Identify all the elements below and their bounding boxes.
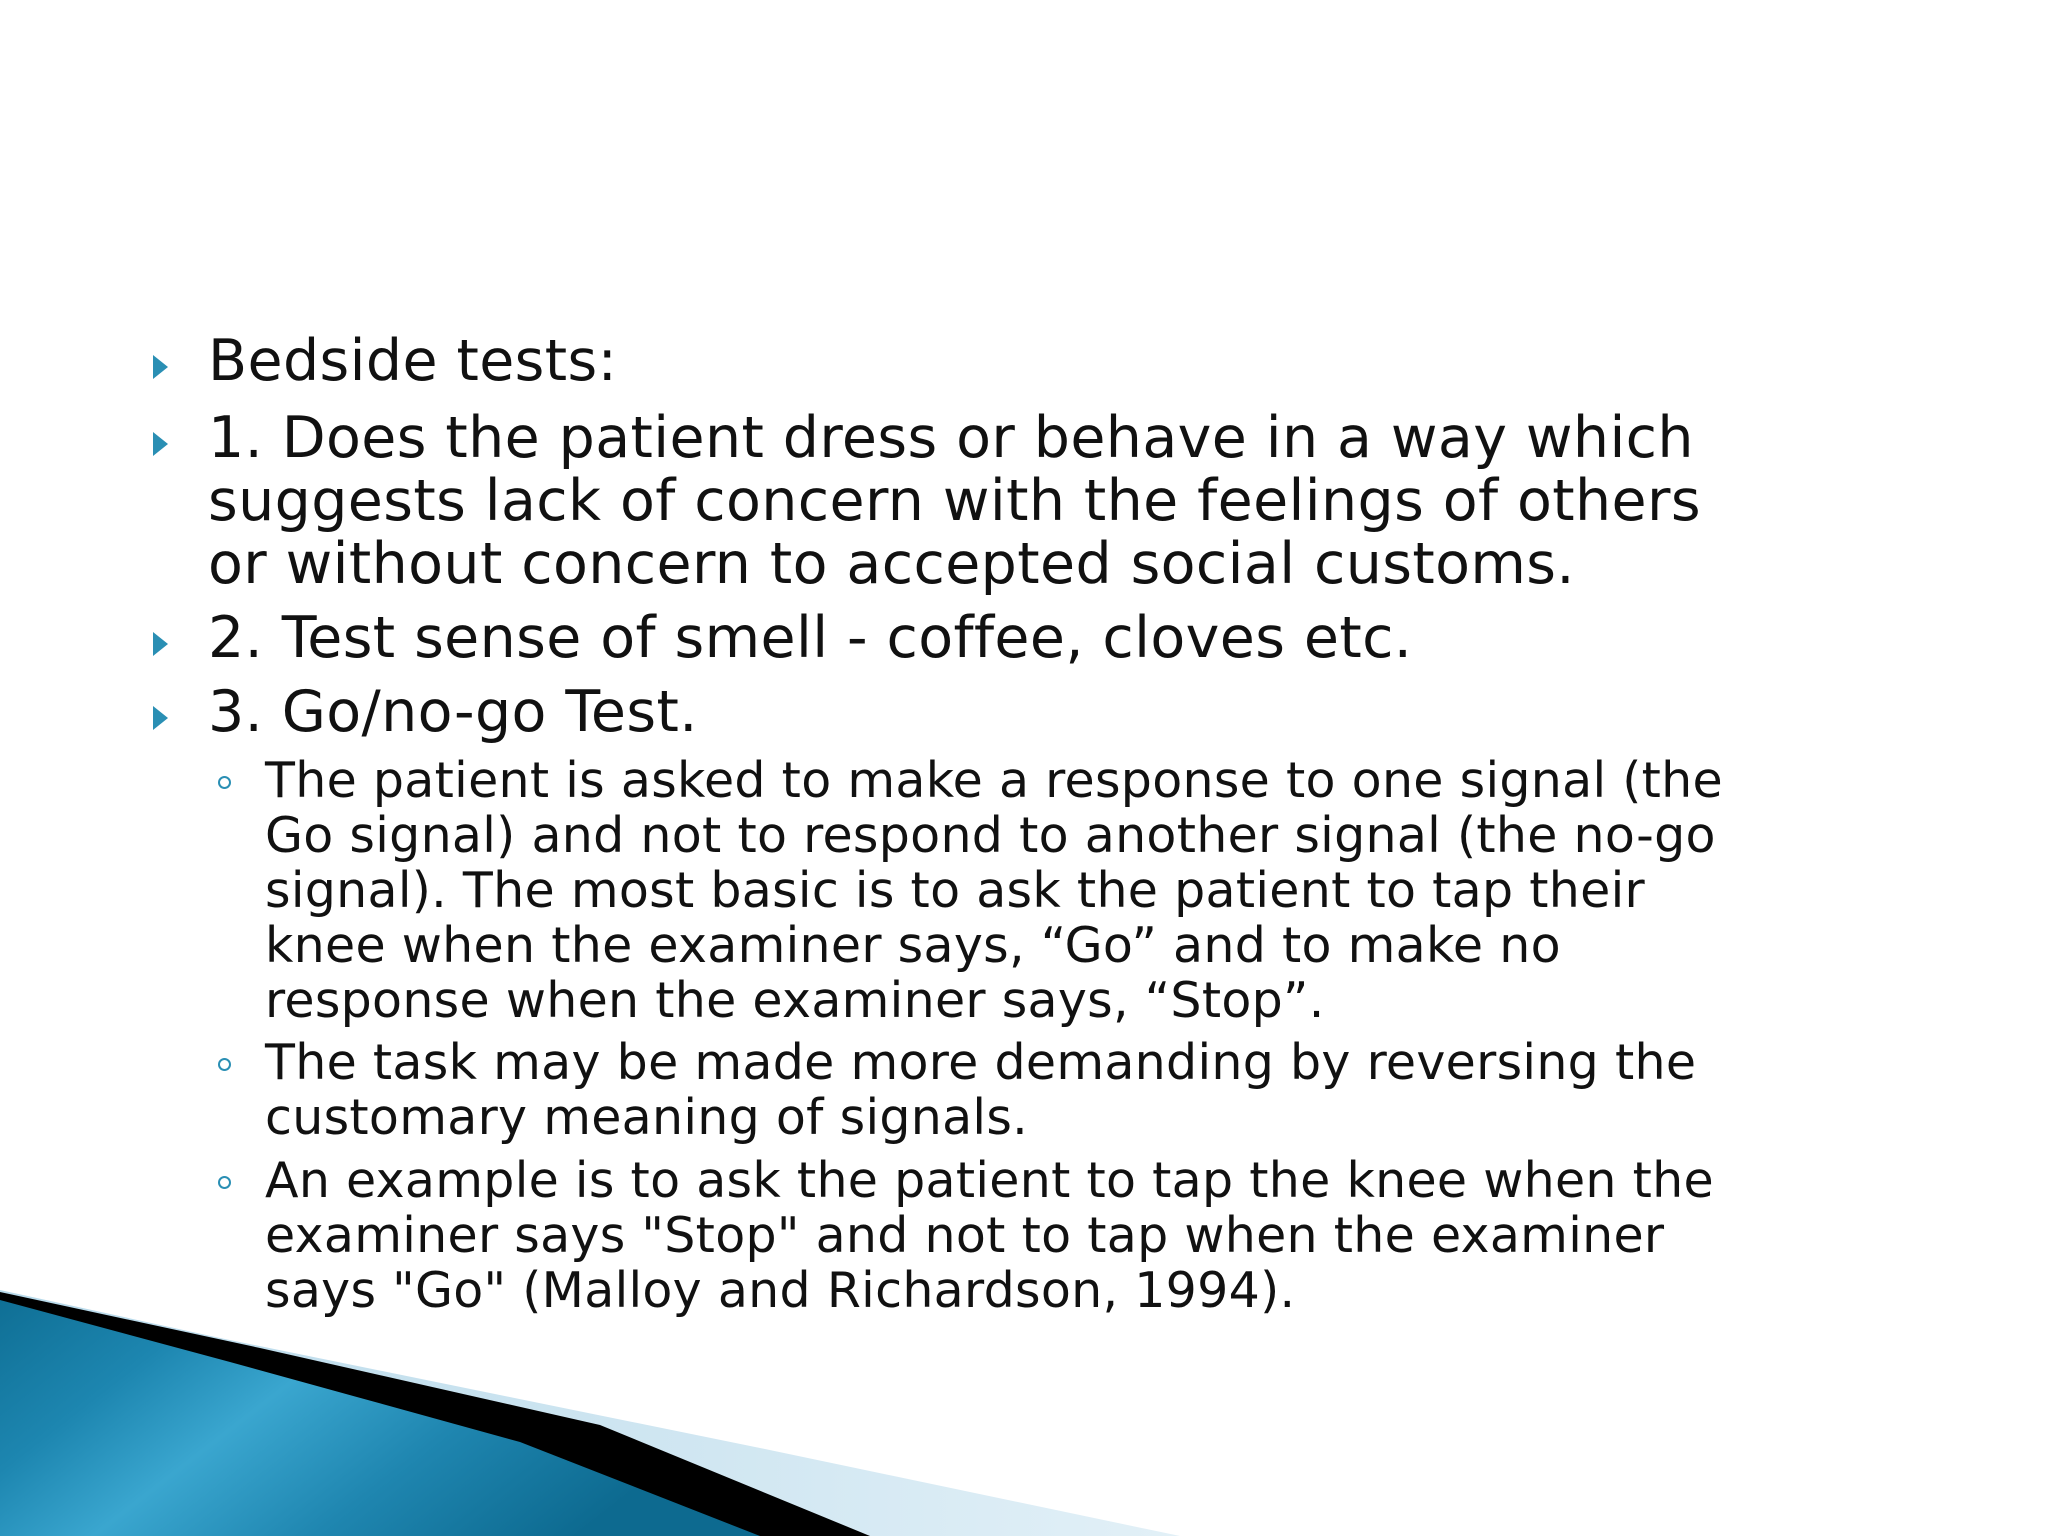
sub-bullet-text-line: says "Go" (Malloy and Richardson, 1994). xyxy=(265,1262,1296,1319)
bullet-go-no-go xyxy=(208,681,698,744)
bullet-smell-test xyxy=(208,607,1412,670)
sub-bullet-text-line: signal). The most basic is to ask the patient to tap their xyxy=(265,862,1645,919)
sub-bullet-text-line: customary meaning of signals. xyxy=(265,1089,1029,1146)
bullet-text-line: suggests lack of concern with the feelings of others xyxy=(208,468,1701,534)
triangle-arrow-icon xyxy=(153,632,168,656)
sub-bullet-text-line: examiner says "Stop" and not to tap when the examiner xyxy=(265,1207,1665,1264)
bullet-text: 3. Go/no-go Test. xyxy=(208,679,698,745)
sub-bullet-text-line: The patient is asked to make a response to one signal (the xyxy=(265,752,1723,809)
sub-bullet-text-line: An example is to ask the patient to tap the knee when the xyxy=(265,1152,1714,1209)
ring-bullet-icon xyxy=(218,1058,231,1071)
sub-bullet-example xyxy=(265,1153,1714,1318)
triangle-arrow-icon xyxy=(153,706,168,730)
bullet-dress-behave xyxy=(208,407,1701,596)
sub-bullet-text-line: response when the examiner says, “Stop”. xyxy=(265,972,1325,1029)
ring-bullet-icon xyxy=(218,1176,231,1189)
bullet-text: Bedside tests: xyxy=(208,328,618,394)
sub-bullet-go-no-go-description xyxy=(265,753,1723,1028)
bullet-text-line: or without concern to accepted social customs. xyxy=(208,531,1575,597)
bullet-text-line: 1. Does the patient dress or behave in a way which xyxy=(208,405,1694,471)
sub-bullet-reversing-signals xyxy=(265,1035,1696,1145)
triangle-arrow-icon xyxy=(153,355,168,379)
sub-bullet-text-line: knee when the examiner says, “Go” and to make no xyxy=(265,917,1561,974)
sub-bullet-text-line: The task may be made more demanding by reversing the xyxy=(265,1034,1697,1091)
bullet-text: 2. Test sense of smell - coffee, cloves etc. xyxy=(208,605,1413,671)
triangle-arrow-icon xyxy=(153,432,168,456)
sub-bullet-text-line: Go signal) and not to respond to another signal (the no-go xyxy=(265,807,1716,864)
ring-bullet-icon xyxy=(218,776,231,789)
bullet-bedside-tests xyxy=(208,330,617,393)
